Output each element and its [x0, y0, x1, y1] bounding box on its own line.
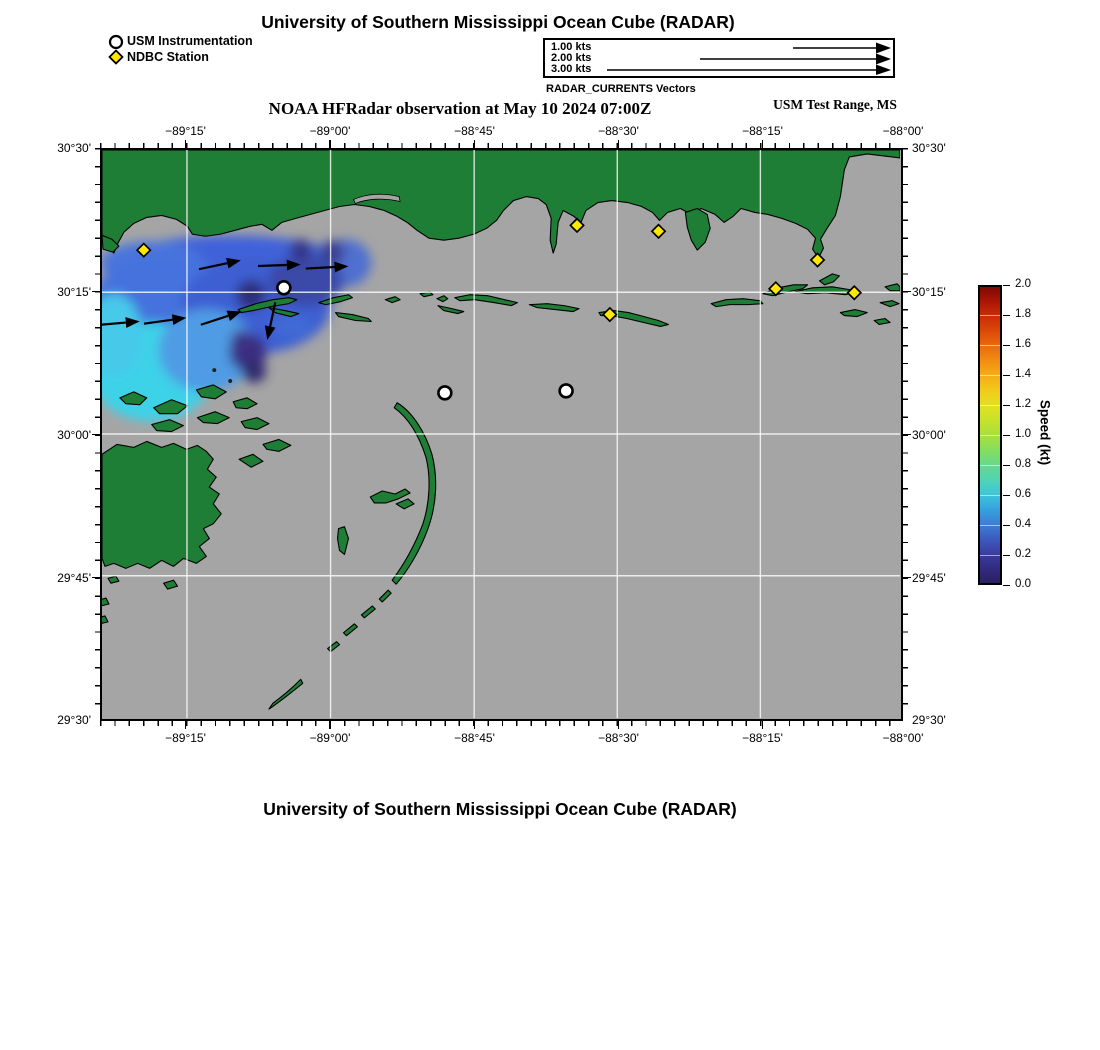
- usm-instrumentation-marker: [560, 384, 573, 397]
- colorbar-tick: [1003, 495, 1010, 497]
- colorbar-tick-label: 1.4: [1015, 368, 1031, 380]
- axis-label-lon: −89°00': [309, 124, 351, 138]
- colorbar-gridline: [980, 375, 1000, 377]
- axis-tick: [329, 721, 331, 729]
- colorbar-gridline: [980, 435, 1000, 437]
- axis-label-lon: −88°00': [882, 731, 924, 745]
- axis-tick: [618, 721, 620, 729]
- usm-instrumentation-icon: [107, 33, 127, 49]
- colorbar-tick: [1003, 585, 1010, 587]
- axis-label-lon: −88°45': [454, 124, 495, 138]
- usm-instrumentation-marker: [438, 386, 451, 399]
- colorbar-tick: [1003, 345, 1010, 347]
- colorbar-gridline: [980, 495, 1000, 497]
- colorbar-tick-label: 0.2: [1015, 548, 1031, 560]
- top-axis-minor-ticks: [100, 143, 903, 148]
- axis-label-lon: −89°15': [165, 731, 206, 745]
- page-title: University of Southern Mississippi Ocean Cube (RADAR): [261, 12, 735, 32]
- axis-label-lon: −89°00': [309, 731, 351, 745]
- vector-scale-1kt-label: 1.00 kts: [551, 41, 592, 53]
- axis-tick: [618, 140, 620, 148]
- axis-label-lat: 29°30': [57, 713, 91, 727]
- colorbar-tick-label: 1.0: [1015, 428, 1031, 440]
- axis-tick: [185, 140, 187, 148]
- usm-instrumentation-marker: [277, 281, 290, 294]
- axis-tick: [92, 291, 100, 293]
- colorbar-tick: [1003, 405, 1010, 407]
- test-range-label: USM Test Range, MS: [773, 97, 897, 112]
- axis-tick: [92, 577, 100, 579]
- observation-subtitle: NOAA HFRadar observation at May 10 2024 07:00Z: [268, 99, 652, 118]
- axis-label-lat: 29°45': [57, 570, 91, 585]
- axis-label-lat: 30°00': [912, 427, 946, 442]
- axis-label-lon: −89°15': [165, 124, 206, 138]
- colorbar-gridline: [980, 405, 1000, 407]
- axis-label-lat: 30°15': [57, 284, 91, 299]
- colorbar-tick-label: 2.0: [1015, 278, 1031, 290]
- colorbar-tick: [1003, 465, 1010, 467]
- bottom-axis-minor-ticks: [100, 721, 903, 726]
- map-canvas: [100, 148, 903, 721]
- axis-tick: [329, 140, 331, 148]
- islet-dot: [212, 368, 216, 372]
- axis-tick: [762, 140, 764, 148]
- colorbar-tick: [1003, 285, 1010, 287]
- vector-scale-arrows: [545, 40, 892, 75]
- colorbar-tick-label: 1.6: [1015, 338, 1031, 350]
- colorbar-gridline: [980, 465, 1000, 467]
- vector-scale-2kt-label: 2.00 kts: [551, 52, 592, 64]
- colorbar-gridline: [980, 525, 1000, 527]
- legend-usm-label: USM Instrumentation: [127, 34, 253, 48]
- bottom-title: University of Southern Mississippi Ocean Cube (RADAR): [263, 799, 737, 819]
- vector-scale-3kt-label: 3.00 kts: [551, 63, 592, 75]
- colorbar-tick-label: 0.4: [1015, 518, 1031, 530]
- axis-label-lon: −88°15': [742, 124, 783, 138]
- legend-row-ndbc: [107, 49, 253, 65]
- colorbar-tick-label: 1.8: [1015, 308, 1031, 320]
- colorbar-tick-label: 0.0: [1015, 578, 1031, 590]
- axis-label-lat: 30°30': [912, 141, 946, 155]
- colorbar-tick-label: 0.8: [1015, 458, 1031, 470]
- axis-label-lat: 29°45': [912, 570, 946, 585]
- axis-label-lon: −88°30': [598, 731, 639, 745]
- axis-tick: [185, 721, 187, 729]
- axis-label-lat: 30°00': [57, 427, 91, 442]
- axis-tick: [903, 291, 911, 293]
- axis-label-lat: 30°15': [912, 284, 946, 299]
- colorbar-tick: [1003, 315, 1010, 317]
- axis-tick: [903, 434, 911, 436]
- axis-label-lon: −88°30': [598, 124, 639, 138]
- axis-tick: [903, 577, 911, 579]
- colorbar-tick-label: 0.6: [1015, 488, 1031, 500]
- vector-scale-box: [543, 38, 895, 78]
- colorbar-tick-label: 1.2: [1015, 398, 1031, 410]
- axis-label-lat: 29°30': [912, 713, 946, 727]
- vector-scale-caption: RADAR_CURRENTS Vectors: [546, 83, 696, 95]
- legend-ndbc-label: NDBC Station: [127, 50, 209, 64]
- colorbar-title: Speed (kt): [1037, 399, 1053, 466]
- axis-tick: [474, 140, 476, 148]
- axis-label-lon: −88°00': [882, 124, 924, 138]
- legend-row-usm: [107, 33, 253, 49]
- axis-tick: [92, 434, 100, 436]
- axis-tick: [762, 721, 764, 729]
- axis-label-lon: −88°15': [742, 731, 783, 745]
- colorbar-gridline: [980, 555, 1000, 557]
- colorbar-gridline: [980, 315, 1000, 317]
- colorbar-gridline: [980, 345, 1000, 347]
- map-svg: [102, 150, 900, 718]
- axis-label-lat: 30°30': [57, 141, 91, 155]
- axis-label-lon: −88°45': [454, 731, 495, 745]
- islet-dot: [228, 379, 232, 383]
- colorbar-tick: [1003, 525, 1010, 527]
- colorbar-tick: [1003, 375, 1010, 377]
- colorbar-tick: [1003, 435, 1010, 437]
- marker-legend: [107, 33, 253, 65]
- axis-tick: [474, 721, 476, 729]
- ndbc-station-icon: [107, 49, 127, 65]
- colorbar-tick: [1003, 555, 1010, 557]
